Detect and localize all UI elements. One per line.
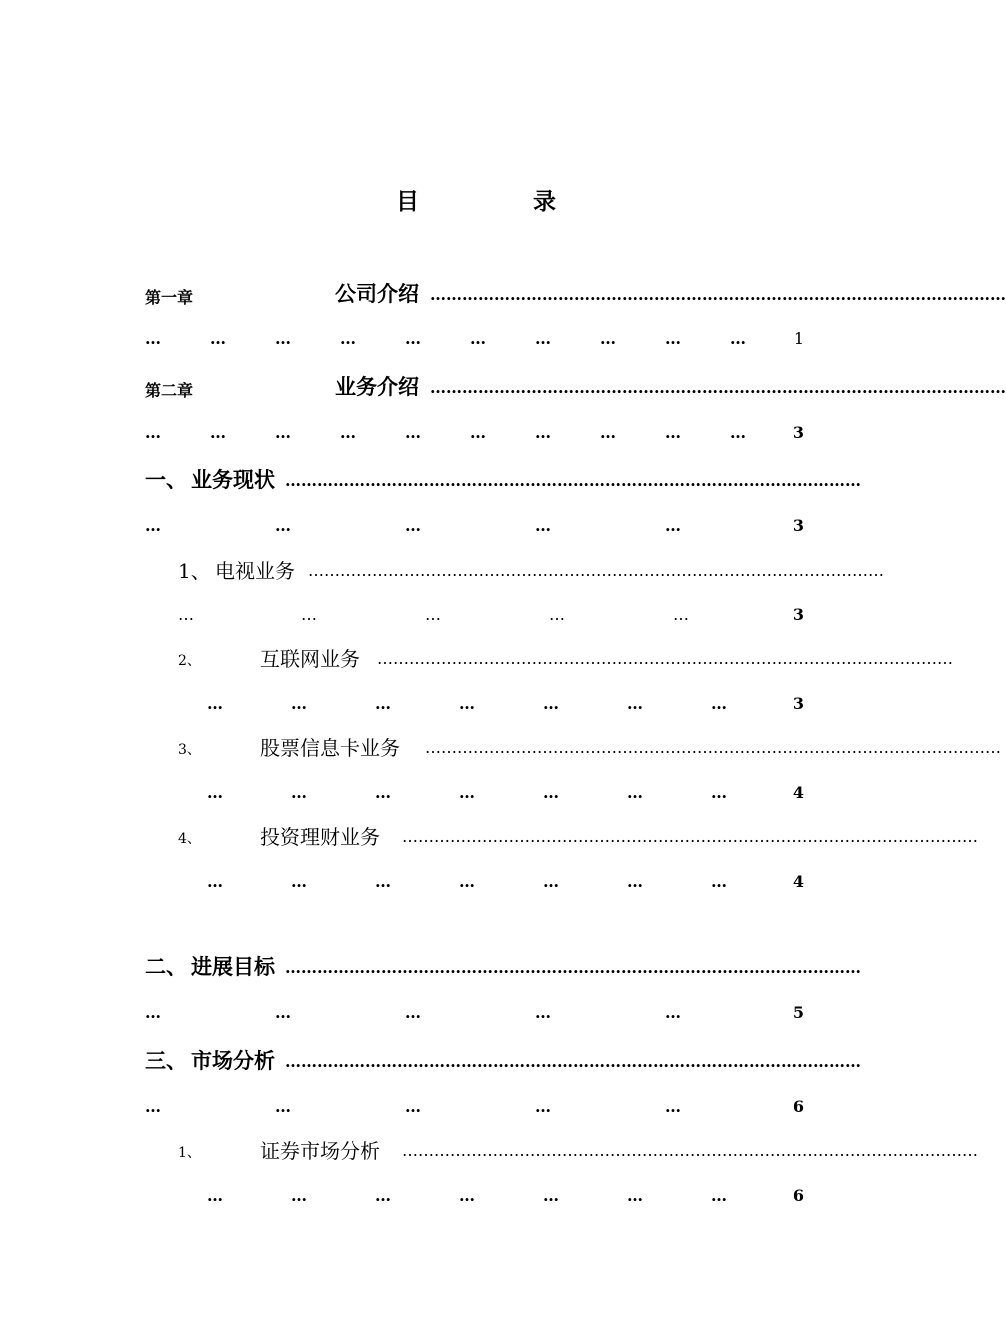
subsection-title: 投资理财业务 xyxy=(260,825,380,849)
toc-entry-continuation: … … … … … 6 xyxy=(145,1097,805,1116)
chapter-label: 第一章 xyxy=(145,288,194,307)
section-title: 进展目标 xyxy=(191,954,275,979)
page-number: 6 xyxy=(792,1186,805,1205)
subsection-title: 证券市场分析 xyxy=(260,1139,380,1163)
toc-entry-continuation: … … … … … 3 xyxy=(178,605,805,624)
dot-leader: ……………………………………………………………………………………………… xyxy=(285,958,861,977)
toc-entry-continuation: … … … … … … … 4 xyxy=(207,872,805,891)
dot-leader: ……………………………………………………………………………………………… xyxy=(402,827,978,846)
toc-entry-continuation: … … … … … … … 6 xyxy=(207,1186,805,1205)
toc-entry-continuation: … … … … … … … 3 xyxy=(207,694,805,713)
toc-entry[interactable] xyxy=(145,274,1006,314)
subsection-label: 4、 xyxy=(178,831,201,847)
chapter-title: 公司介绍 xyxy=(335,281,419,306)
chapter-title: 业务介绍 xyxy=(335,374,419,399)
dot-leader: ……………………………………………………………………………………………… xyxy=(430,378,1006,397)
toc-entry[interactable] xyxy=(145,550,884,590)
toc-entry-continuation: … … … … … … … … … … 3 xyxy=(145,423,805,442)
toc-title-left: 目 xyxy=(396,188,419,215)
page-number: 4 xyxy=(792,783,805,802)
subsection-label: 1、 xyxy=(178,559,211,583)
page-number: 6 xyxy=(792,1097,805,1116)
dot-leader: ……………………………………………………………………………………………… xyxy=(430,285,1006,304)
subsection-title: 股票信息卡业务 xyxy=(260,736,400,760)
dot-leader: ……………………………………………………………………………………………… xyxy=(402,1141,978,1160)
subsection-label: 2、 xyxy=(178,653,201,669)
page-number: 4 xyxy=(792,872,805,891)
toc-title-right: 录 xyxy=(533,188,556,215)
toc-entry[interactable] xyxy=(145,367,1006,407)
dot-leader: ……………………………………………………………………………………………… xyxy=(425,738,1001,757)
subsection-label: 1、 xyxy=(178,1145,201,1161)
section-label: 一、 xyxy=(145,467,187,492)
toc-entry[interactable] xyxy=(145,638,953,678)
page-number: 3 xyxy=(792,423,805,442)
page-number: 3 xyxy=(792,516,805,535)
page-number: 3 xyxy=(792,605,805,624)
section-title: 市场分析 xyxy=(191,1048,275,1073)
toc-entry-continuation: … … … … … 3 xyxy=(145,516,805,535)
toc-entry-continuation: … … … … … … … … … … 1 xyxy=(145,329,805,348)
subsection-title: 电视业务 xyxy=(215,559,295,583)
dot-leader: ……………………………………………………………………………………………… xyxy=(285,471,861,490)
page-number: 5 xyxy=(792,1003,805,1022)
section-title: 业务现状 xyxy=(191,467,275,492)
chapter-label: 第二章 xyxy=(145,381,194,400)
toc-entry[interactable] xyxy=(145,816,978,856)
dot-leader: ……………………………………………………………………………………………… xyxy=(308,561,884,580)
dot-leader: ……………………………………………………………………………………………… xyxy=(377,649,953,668)
toc-entry-continuation: … … … … … 5 xyxy=(145,1003,805,1022)
toc-entry[interactable] xyxy=(145,1041,861,1081)
page-number: 1 xyxy=(793,329,805,348)
subsection-label: 3、 xyxy=(178,742,201,758)
toc-entry[interactable] xyxy=(145,947,861,987)
dot-leader: ……………………………………………………………………………………………… xyxy=(285,1052,861,1071)
page-number: 3 xyxy=(792,694,805,713)
toc-entry-continuation: … … … … … … … 4 xyxy=(207,783,805,802)
subsection-title: 互联网业务 xyxy=(260,647,360,671)
toc-entry[interactable] xyxy=(145,727,1001,767)
section-label: 三、 xyxy=(145,1048,187,1073)
toc-entry[interactable] xyxy=(145,1130,978,1170)
toc-entry[interactable] xyxy=(145,460,861,500)
section-label: 二、 xyxy=(145,954,187,979)
